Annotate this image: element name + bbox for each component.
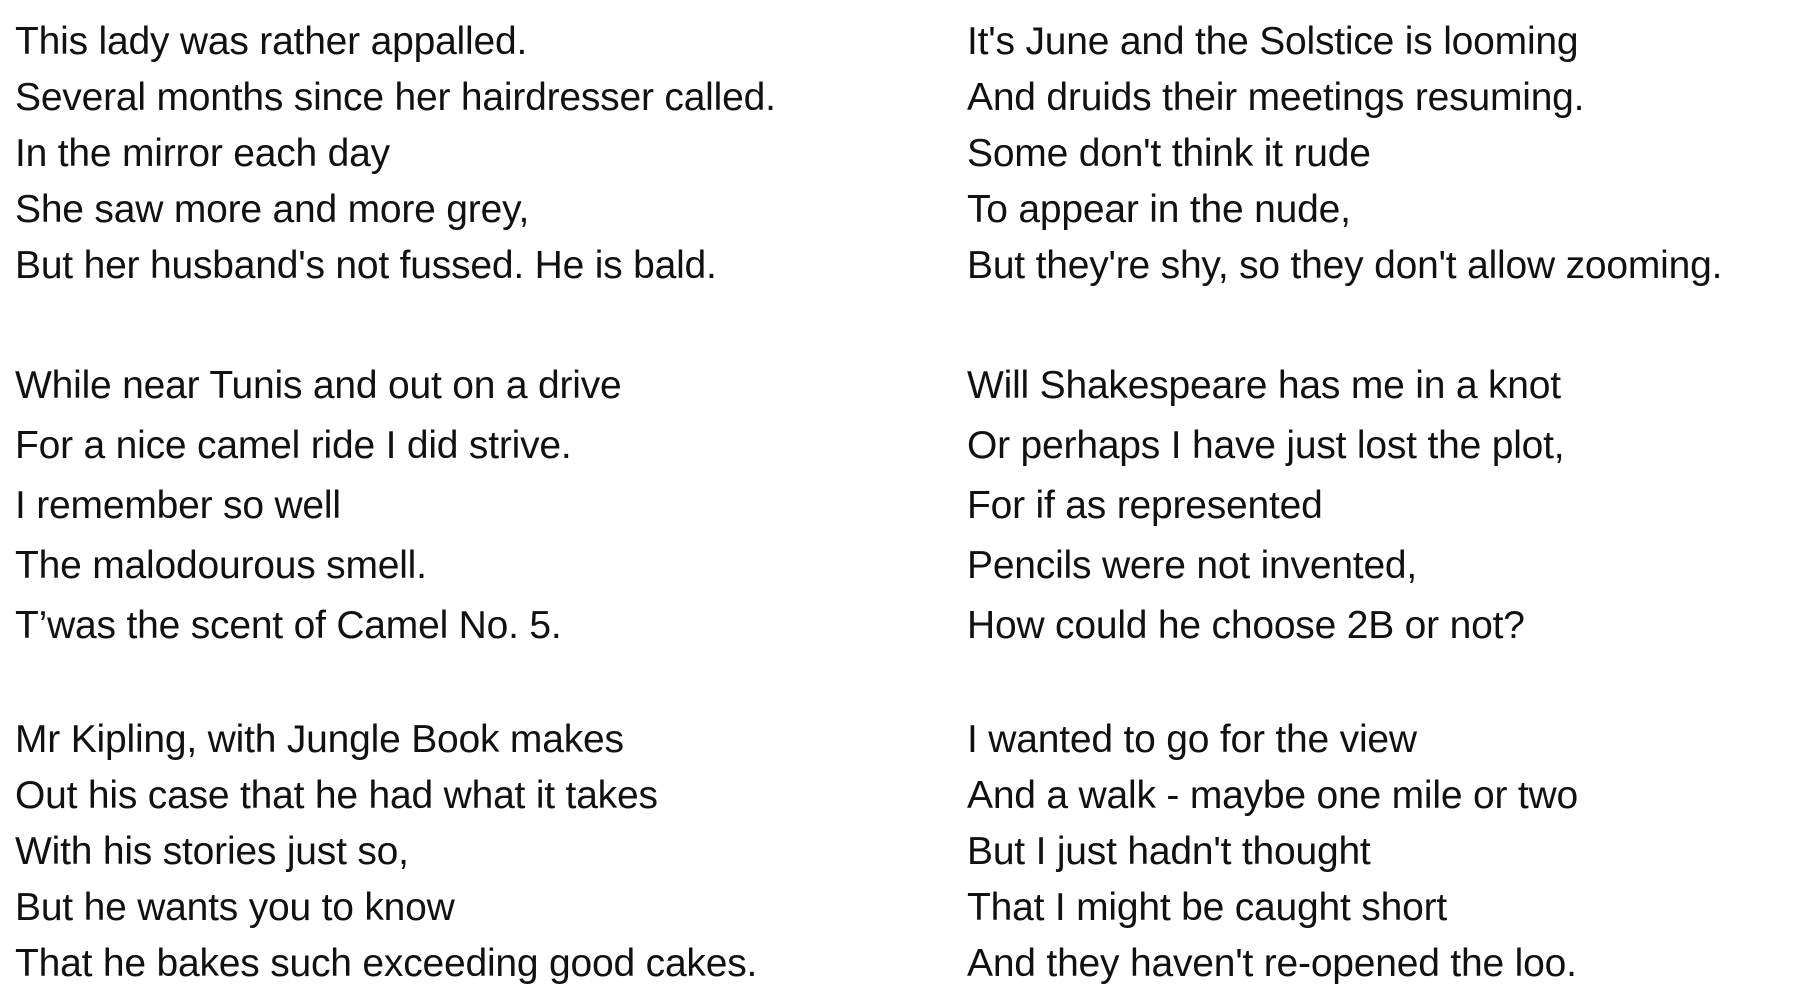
poem-line: For a nice camel ride I did strive.	[15, 424, 572, 467]
poem-line: In the mirror each day	[15, 132, 390, 175]
poem-line: This lady was rather appalled.	[15, 20, 528, 63]
poem-line: The malodourous smell.	[15, 544, 427, 587]
poem-line: Out his case that he had what it takes	[15, 774, 658, 817]
poem-line: Several months since her hairdresser called.	[15, 76, 776, 119]
poem-line: Pencils were not invented,	[967, 544, 1418, 587]
poem-line: I remember so well	[15, 484, 341, 527]
poem-line: And they haven't re-opened the loo.	[967, 942, 1577, 985]
poem-line: Or perhaps I have just lost the plot,	[967, 424, 1565, 467]
poem-line: To appear in the nude,	[967, 188, 1351, 231]
poem-line: For if as represented	[967, 484, 1323, 527]
poem-line: But he wants you to know	[15, 886, 455, 929]
poem-line: Some don't think it rude	[967, 132, 1371, 175]
limerick-solstice	[967, 14, 1722, 294]
limerick-view	[967, 712, 1578, 992]
poem-line: But her husband's not fussed. He is bald.	[15, 244, 717, 287]
limerick-camel	[15, 356, 622, 656]
poem-line: It's June and the Solstice is looming	[967, 20, 1579, 63]
poem-line: T’was the scent of Camel No. 5.	[15, 604, 562, 647]
poem-line: With his stories just so,	[15, 830, 409, 873]
poem-line: She saw more and more grey,	[15, 188, 530, 231]
poem-line: Will Shakespeare has me in a knot	[967, 364, 1561, 407]
limerick-shakespeare	[967, 356, 1564, 656]
poem-line: How could he choose 2B or not?	[967, 604, 1525, 647]
poem-line: And druids their meetings resuming.	[967, 76, 1585, 119]
poem-line: While near Tunis and out on a drive	[15, 364, 622, 407]
poem-line: But I just hadn't thought	[967, 830, 1371, 873]
poem-line: That I might be caught short	[967, 886, 1447, 929]
poem-line: And a walk - maybe one mile or two	[967, 774, 1578, 817]
poem-line: But they're shy, so they don't allow zooming.	[967, 244, 1723, 287]
limerick-kipling	[15, 712, 757, 992]
poem-line: That he bakes such exceeding good cakes.	[15, 942, 758, 985]
poem-line: Mr Kipling, with Jungle Book makes	[15, 718, 624, 761]
limerick-hairdresser	[15, 14, 776, 294]
poem-line: I wanted to go for the view	[967, 718, 1417, 761]
